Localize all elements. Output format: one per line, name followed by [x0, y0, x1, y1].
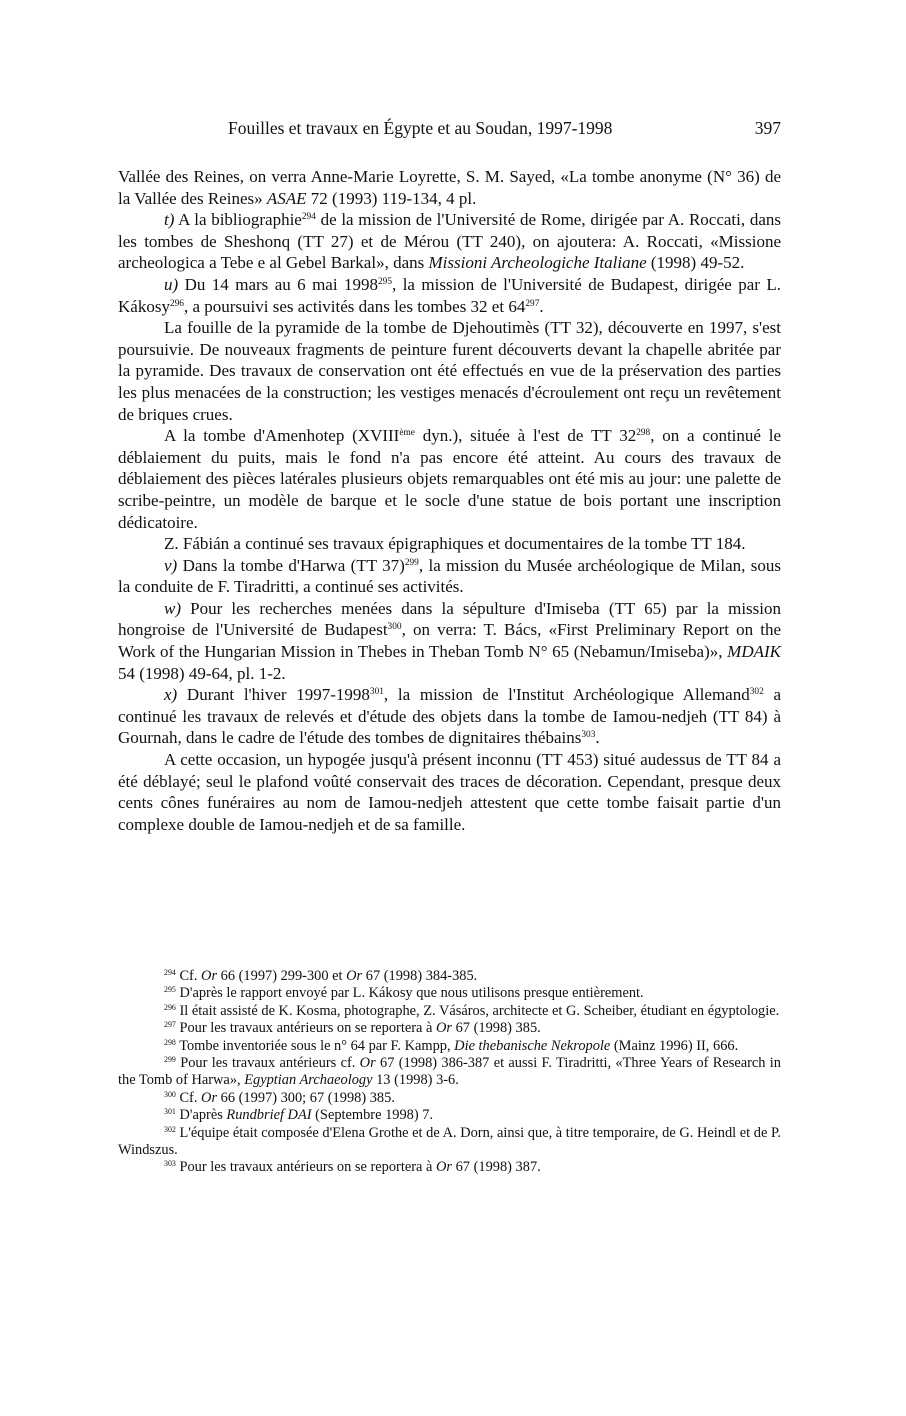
footnote: [118, 1055, 781, 1090]
text: de la mission de l'Université de Rome, dirigée par A. Roccati, dans les tombes de Sheshonq (TT 27) et de Mérou (TT 240), on ajoutera: A. Roccati, «Missione archeologica a Tebe e al Gebel Barkal», dans: [118, 210, 781, 273]
footnote: [118, 1125, 781, 1160]
text: Cf.: [175, 968, 202, 984]
text: dyn.), située à l'est de TT 32: [414, 426, 637, 446]
item-label: v): [164, 555, 178, 575]
paragraph: [118, 555, 781, 598]
journal-title: Rundbrief DAI: [226, 1107, 312, 1124]
text: Vallée des Reines, on verra Anne-Marie Loyrette, S. M. Sayed, «La tombe anonyme (N° 36) de la Vallée des Reines»: [118, 167, 781, 208]
footnote-ref: 298: [636, 428, 651, 439]
text: 67 (1998) 385.: [452, 1020, 541, 1037]
text: 66 (1997) 299-300 et: [217, 968, 347, 984]
footnote: [118, 1020, 781, 1037]
text: 67 (1998) 386-387 et aussi F. Tiradritti, «Three Years of Research in the Tomb of Harwa»,: [118, 1055, 781, 1089]
footnote-number: 296: [164, 1002, 176, 1012]
text: , la mission de l'Université de Budapest, dirigée par L. Kákosy: [118, 274, 781, 316]
paragraph: Z. Fábián a continué ses travaux épigraphiques et documentaires de la tombe TT 184.: [164, 534, 746, 554]
footnote: [118, 968, 781, 985]
footnote-number: 299: [164, 1054, 176, 1064]
footnote: [118, 1038, 781, 1055]
text: (Septembre 1998) 7.: [311, 1107, 434, 1124]
journal-title: Or: [346, 968, 363, 984]
footnote-ref: 302: [749, 687, 764, 698]
text: Tombe inventoriée sous le n° 64 par F. Kampp,: [175, 1037, 455, 1054]
journal-title: Or: [436, 1020, 452, 1037]
paragraph: [118, 274, 781, 317]
text: , la mission de l'Institut Archéologique Allemand: [383, 685, 750, 705]
footnote-number: 300: [164, 1089, 176, 1099]
item-label: u): [164, 274, 179, 294]
footnote-number: 301: [164, 1107, 176, 1117]
book-title: Die thebanische Nekropole: [454, 1037, 611, 1054]
text: Pour les travaux antérieurs cf.: [175, 1055, 360, 1072]
footnote-ref: 300: [387, 622, 402, 633]
journal-title: ASAE: [266, 188, 307, 208]
journal-title: Or: [201, 968, 218, 984]
text: .: [539, 296, 544, 316]
text: 72 (1993) 119-134, 4 pl.: [306, 188, 477, 208]
page-number: 397: [754, 118, 781, 138]
text: D'après: [175, 1107, 227, 1124]
page-header: [118, 118, 781, 142]
paragraph: [118, 598, 781, 684]
ordinal-suffix: ème: [399, 428, 415, 439]
text: Cf.: [175, 1089, 202, 1106]
footnote-number: 302: [164, 1124, 176, 1134]
text: (Mainz 1996) II, 666.: [610, 1037, 739, 1054]
footnote-ref: 294: [301, 212, 316, 223]
text: A la bibliographie: [174, 210, 302, 230]
footnote-ref: 295: [378, 276, 393, 287]
footnote-ref: 301: [369, 687, 384, 698]
text: a continué les travaux de relevés et d'étude des objets dans la tombe de Iamou-nedjeh (TT 84) à Gournah, dans le cadre de l'étude des tombes de dignitaires thébains: [118, 685, 781, 748]
text: Pour les travaux antérieurs on se reportera à: [175, 1159, 436, 1176]
footnote-number: 297: [164, 1020, 176, 1030]
text: (1998) 49-52.: [646, 253, 745, 273]
text: L'équipe était composée d'Elena Grothe et de A. Dorn, ainsi que, à titre temporaire, de G. Heindl et de P. Windszus.: [118, 1124, 781, 1159]
footnote: [118, 1107, 781, 1124]
footnote: [118, 1090, 781, 1107]
text: , on a continué le déblaiement du puits, mais le fond n'a pas encore été atteint. Au cours des travaux de déblaiement des pièces latérales plusieurs objets remarquables ont été mis au jour: une palette de scribe-peintre, un modèle de barque et le socle d'une statue de bois portant une inscription dédicatoire.: [118, 426, 781, 532]
footnotes: [118, 968, 781, 1177]
text: , on verra: T. Bács, «First Preliminary Report on the Work of the Hungarian Mission in Thebes in Theban Tomb N° 65 (Nebamun/Imiseba)»,: [118, 620, 781, 662]
footnote-number: 303: [164, 1159, 176, 1169]
text: Durant l'hiver 1997-1998: [177, 685, 370, 705]
footnote-number: 294: [164, 967, 176, 977]
item-label: x): [164, 685, 178, 705]
text: .: [595, 728, 600, 748]
footnote-ref: 303: [581, 730, 596, 741]
text: 13 (1998) 3-6.: [372, 1072, 459, 1089]
page: [118, 118, 781, 1176]
paragraph: [118, 684, 781, 749]
footnote-ref: 299: [404, 557, 419, 568]
text: Pour les recherches menées dans la sépulture d'Imiseba (TT 65) par la mission hongroise de l'Université de Budapest: [118, 598, 781, 640]
footnote: [118, 1003, 781, 1020]
text: , a poursuivi ses activités dans les tombes 32 et 64: [183, 296, 526, 316]
paragraph: [118, 166, 781, 209]
text: Du 14 mars au 6 mai 1998: [178, 274, 378, 294]
text: Il était assisté de K. Kosma, photographe, Z. Vásáros, architecte et G. Scheiber, étudiant en égyptologie.: [175, 1002, 780, 1019]
text: 67 (1998) 384-385.: [362, 968, 478, 984]
journal-title: Or: [359, 1055, 376, 1072]
journal-title: Missioni Archeologiche Italiane: [428, 253, 647, 273]
journal-title: Or: [201, 1089, 218, 1106]
text: Dans la tombe d'Harwa (TT 37): [177, 555, 405, 575]
journal-title: Or: [436, 1159, 452, 1176]
footnote: [118, 1159, 781, 1176]
item-label: w): [164, 598, 181, 618]
footnote: [118, 985, 781, 1002]
paragraph: [118, 425, 781, 533]
journal-title: MDAIK: [727, 642, 781, 662]
footnote-number: 298: [164, 1037, 176, 1047]
paragraph: [118, 209, 781, 274]
footnote-ref: 296: [169, 298, 184, 309]
body-text: [118, 166, 781, 835]
paragraph: La fouille de la pyramide de la tombe de Djehoutimès (TT 32), découverte en 1997, s'est poursuivie. De nouveaux fragments de peinture furent découverts devant la chapelle abritée par la pyramide. Des travaux de conservation ont été effectués en vue de la préservation des parties les plus menacées de la construction; les vestiges menacés d'écroulement ont reçu un revêtement de briques crues.: [118, 318, 781, 424]
item-label: t): [164, 210, 175, 230]
footnote-ref: 297: [525, 298, 540, 309]
text: Pour les travaux antérieurs on se reportera à: [175, 1020, 436, 1037]
text: D'après le rapport envoyé par L. Kákosy que nous utilisons presque entièrement.: [175, 985, 644, 1002]
running-head: Fouilles et travaux en Égypte et au Soudan, 1997-1998: [228, 118, 613, 138]
text: 66 (1997) 300; 67 (1998) 385.: [217, 1089, 395, 1106]
text: 67 (1998) 387.: [452, 1159, 541, 1176]
text: 54 (1998) 49-64, pl. 1-2.: [118, 663, 286, 683]
text: , la mission du Musée archéologique de Milan, sous la conduite de F. Tiradritti, a continué ses activités.: [118, 555, 781, 597]
journal-title: Egyptian Archaeology: [244, 1072, 373, 1089]
paragraph: A cette occasion, un hypogée jusqu'à présent inconnu (TT 453) situé audessus de TT 84 a été déblayé; seul le plafond voûté conservait des traces de décoration. Cependant, presque deux cents cônes funéraires au nom de Iamou-nedjeh attestent que cette tombe faisait partie d'un complexe double de Iamou-nedjeh et de sa famille.: [118, 750, 781, 834]
text: A la tombe d'Amenhotep (XVIII: [164, 426, 400, 446]
footnote-number: 295: [164, 985, 176, 995]
